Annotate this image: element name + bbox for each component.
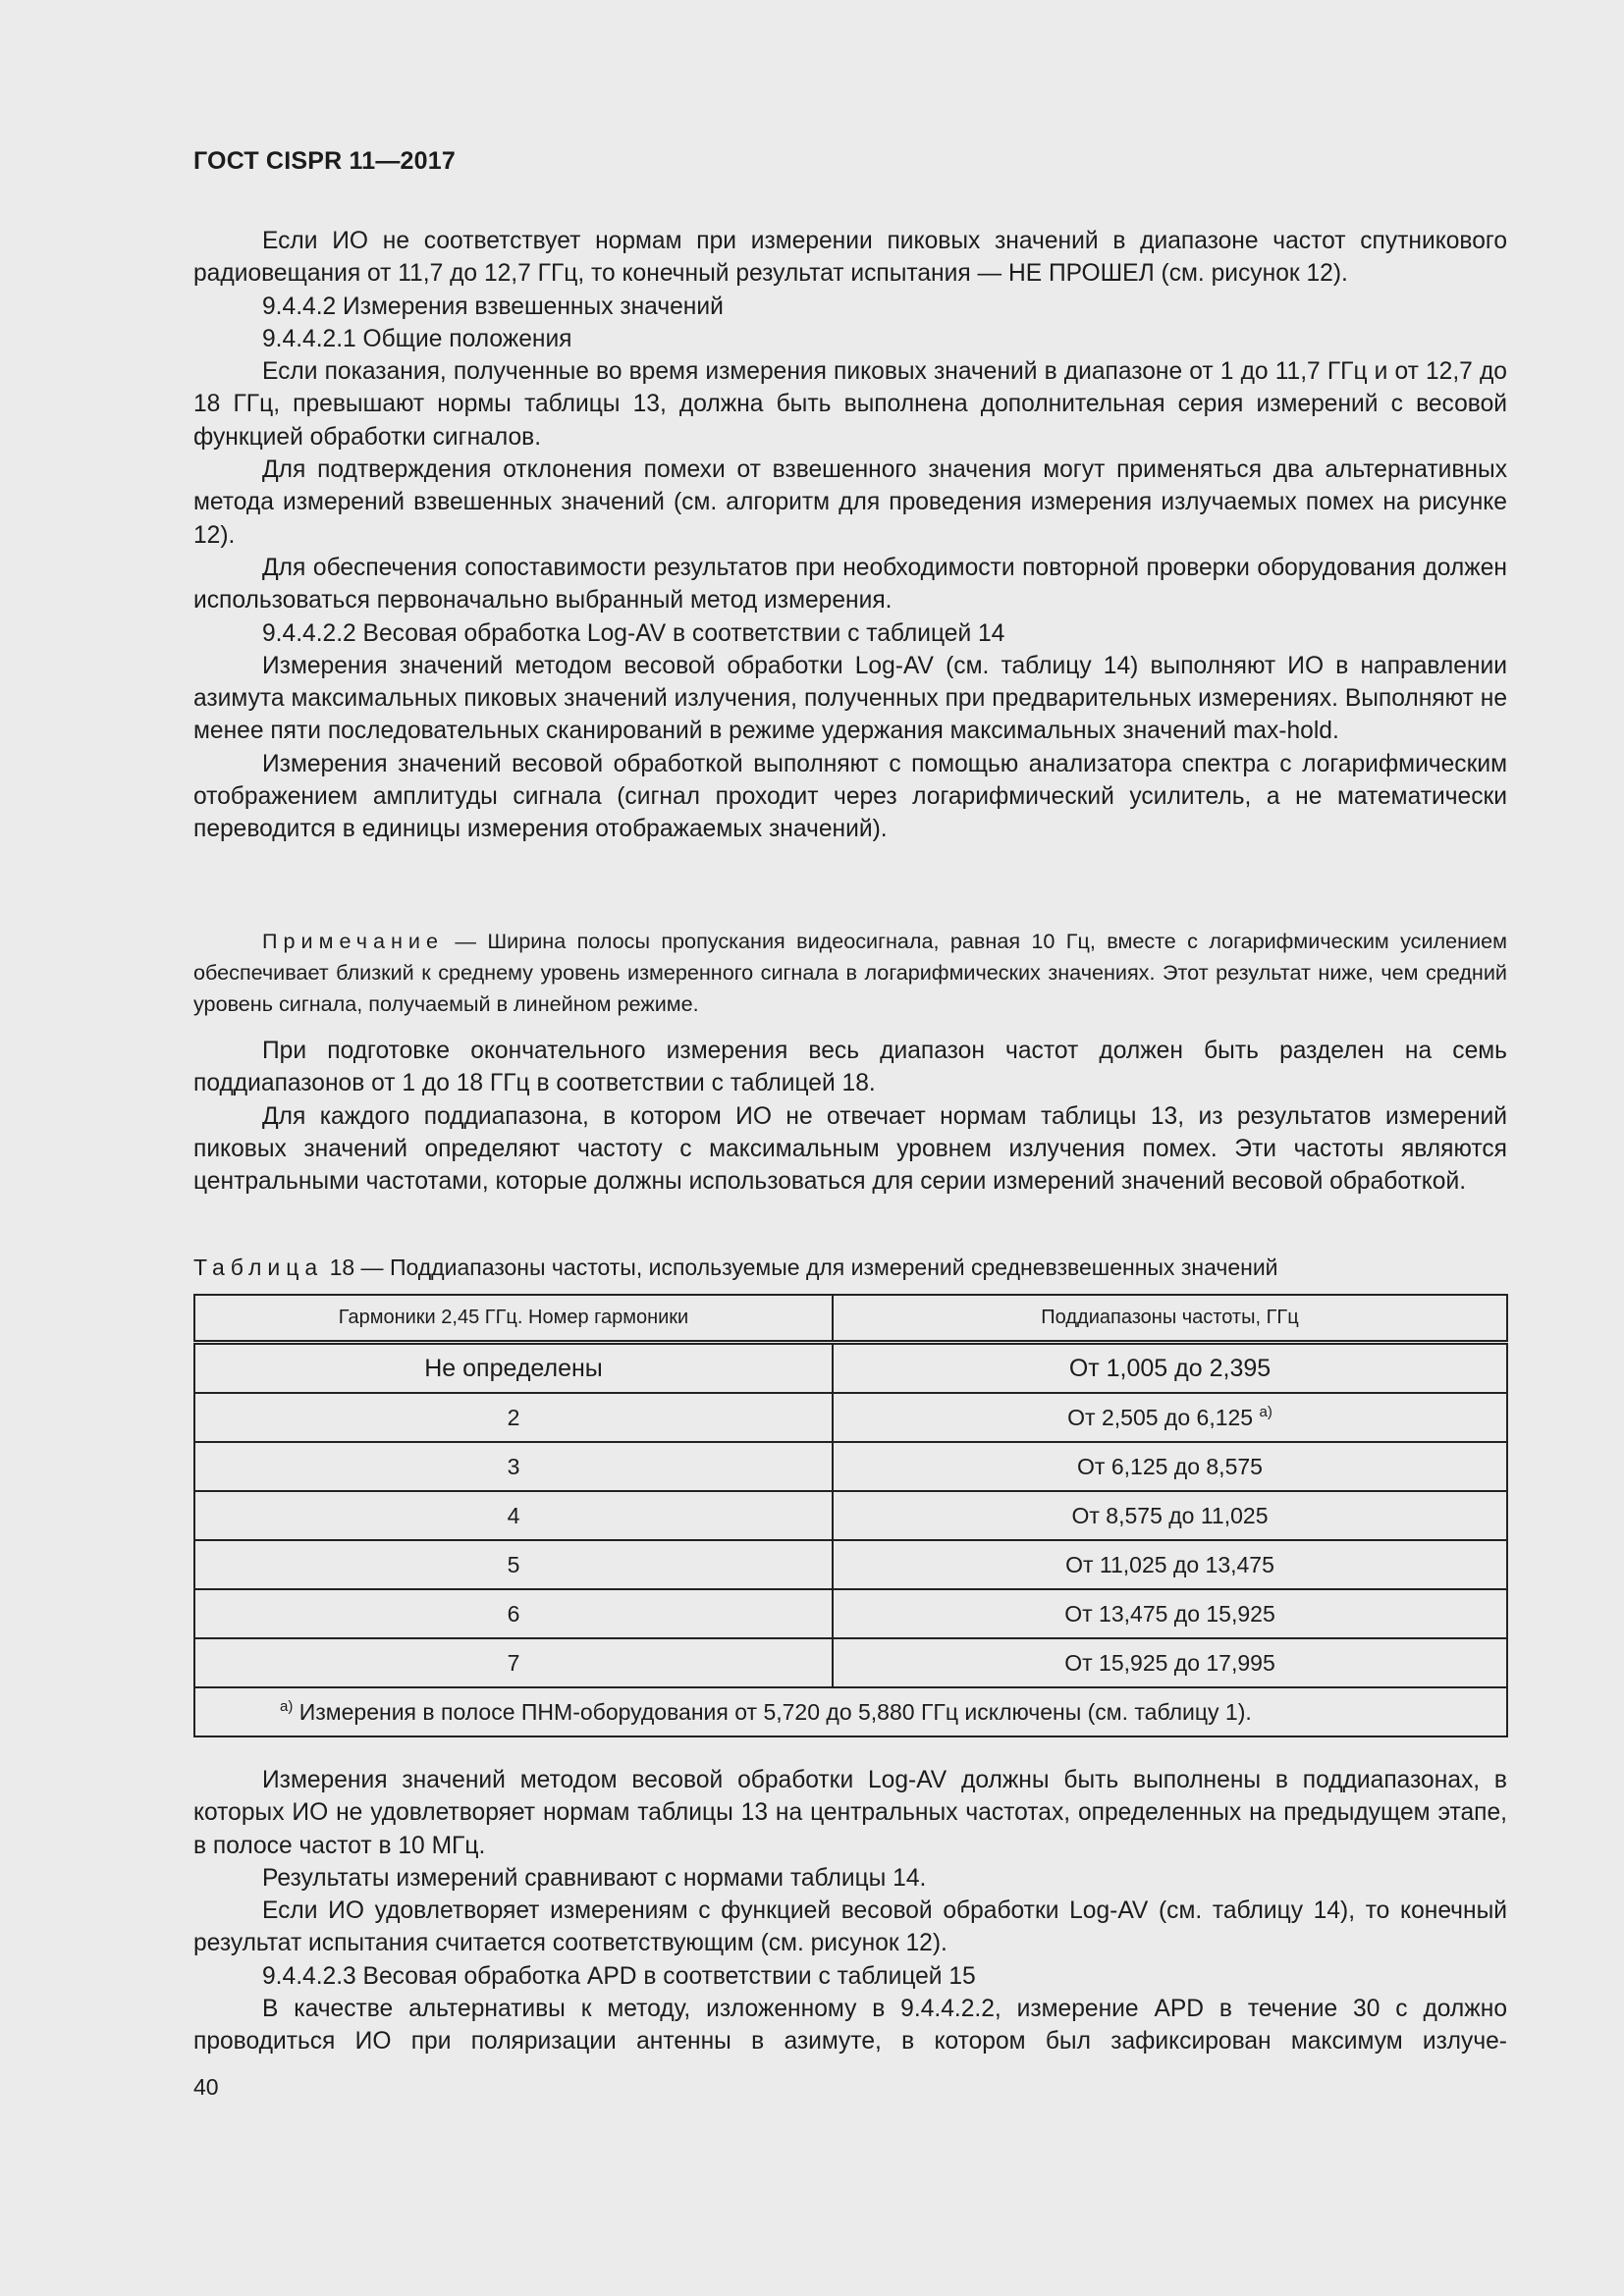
document-header: ГОСТ CISPR 11—2017 — [193, 147, 456, 175]
table-caption — [193, 1252, 1507, 1283]
table-row — [194, 1638, 1507, 1687]
harmonic-cell: 5 — [194, 1540, 833, 1589]
harmonic-cell: 2 — [194, 1393, 833, 1442]
paragraph: Измерения значений весовой обработкой выполняют с помощью анализатора спектра с логарифмическим отображением амплитуды сигнала (сигнал проходит через логарифмический усилитель, а не математически переводится в единицы измерения отображаемых значений). — [193, 750, 1507, 843]
range-cell — [833, 1393, 1507, 1442]
harmonic-cell: 3 — [194, 1442, 833, 1491]
footnote-text: Измерения в полосе ПНМ-оборудования от 5,720 до 5,880 ГГц исключены (см. таблицу 1). — [293, 1698, 1252, 1725]
frequency-subbands-table — [193, 1294, 1508, 1737]
table-caption-label: Таблица — [193, 1255, 324, 1280]
table-footnote-row — [194, 1687, 1507, 1736]
note-block — [193, 926, 1507, 1020]
section-heading: 9.4.4.2.3 Весовая обработка APD в соответствии с таблицей 15 — [262, 1962, 976, 1990]
note-label: Примечание — [262, 929, 444, 953]
footnote-mark: a) — [280, 1697, 294, 1715]
range-cell: От 15,925 до 17,995 — [833, 1638, 1507, 1687]
range-cell: От 11,025 до 13,475 — [833, 1540, 1507, 1589]
table-row — [194, 1589, 1507, 1638]
paragraph: Для каждого поддиапазона, в котором ИО не отвечает нормам таблицы 13, из результатов измерений пиковых значений определяют частоту с максимальным уровнем излучения помех. Эти частоты являются центральными частотами, которые должны использоваться для серии измерений значений весовой обработкой. — [193, 1102, 1507, 1196]
section-heading: 9.4.4.2.2 Весовая обработка Log-AV в соответствии с таблицей 14 — [262, 619, 1005, 647]
table-row — [194, 1442, 1507, 1491]
text-block-bottom — [193, 1764, 1507, 2058]
table-row — [194, 1393, 1507, 1442]
paragraph: В качестве альтернативы к методу, изложенному в 9.4.4.2.2, измерение APD в течение 30 с должно проводиться ИО при поляризации антенны в азимуте, в котором был зафиксирован максимум излуче- — [193, 1996, 1507, 2056]
page-number: 40 — [193, 2074, 219, 2100]
note-paragraph — [193, 926, 1507, 1020]
paragraph: Если ИО удовлетворяет измерениям с функцией весовой обработки Log-AV (см. таблицу 14), то конечный результат испытания считается соответствующим (см. рисунок 12). — [193, 1897, 1507, 1957]
table-header-row — [194, 1295, 1507, 1343]
harmonic-cell: 6 — [194, 1589, 833, 1638]
paragraph: Измерения значений методом весовой обработки Log-AV (см. таблицу 14) выполняют ИО в направлении азимута максимальных пиковых значений излучения, полученных при предварительных измерениях. Выполняют не менее пяти последовательных сканирований в режиме удержания максимальных значений max-hold. — [193, 652, 1507, 745]
paragraph: Для обеспечения сопоставимости результатов при необходимости повторной проверки оборудования должен использоваться первоначально выбранный метод измерения. — [193, 554, 1507, 614]
range-value: От 2,505 до 6,125 — [1067, 1404, 1254, 1430]
text-block-middle — [193, 1035, 1507, 1198]
harmonic-cell: 4 — [194, 1491, 833, 1540]
range-cell: От 8,575 до 11,025 — [833, 1491, 1507, 1540]
paragraph: Для подтверждения отклонения помехи от взвешенного значения могут применяться два альтернативных метода измерений взвешенных значений (см. алгоритм для проведения измерения излучаемых помех на рисунке 12). — [193, 456, 1507, 549]
paragraph: Результаты измерений сравнивают с нормами таблицы 14. — [262, 1864, 927, 1892]
table-row — [194, 1491, 1507, 1540]
range-cell: От 6,125 до 8,575 — [833, 1442, 1507, 1491]
note-text: — Ширина полосы пропускания видеосигнала, равная 10 Гц, вместе с логарифмическим усилением обеспечивает близкий к среднему уровень измеренного сигнала в логарифмических значениях. Этот результат ниже, чем средний уровень сигнала, получаемый в линейном режиме. — [193, 929, 1507, 1016]
section-heading: 9.4.4.2 Измерения взвешенных значений — [262, 293, 724, 320]
harmonic-cell: Не определены — [194, 1343, 833, 1394]
table-row — [194, 1540, 1507, 1589]
range-cell: От 1,005 до 2,395 — [833, 1343, 1507, 1394]
range-cell: От 13,475 до 15,925 — [833, 1589, 1507, 1638]
footnote-reference: a) — [1259, 1403, 1272, 1420]
table-row — [194, 1343, 1507, 1394]
paragraph: При подготовке окончательного измерения весь диапазон частот должен быть разделен на семь поддиапазонов от 1 до 18 ГГц в соответствии с таблицей 18. — [193, 1038, 1507, 1097]
section-heading: 9.4.4.2.1 Общие положения — [262, 325, 572, 352]
paragraph: Если показания, полученные во время измерения пиковых значений в диапазоне от 1 до 11,7 ГГц и от 12,7 до 18 ГГц, превышают нормы таблицы 13, должна быть выполнена дополнительная серия измерений с весовой функцией обработки сигналов. — [193, 358, 1507, 451]
table-footnote — [194, 1687, 1507, 1736]
harmonic-cell: 7 — [194, 1638, 833, 1687]
paragraph: Измерения значений методом весовой обработки Log-AV должны быть выполнены в поддиапазонах, в которых ИО не удовлетворяет нормам таблицы 13 на центральных частотах, определенных на предыдущем этапе, в полосе частот в 10 МГц. — [193, 1767, 1507, 1859]
column-header-subband: Поддиапазоны частоты, ГГц — [833, 1295, 1507, 1343]
column-header-harmonic: Гармоники 2,45 ГГц. Номер гармоники — [194, 1295, 833, 1343]
text-block-top — [193, 225, 1507, 846]
paragraph: Если ИО не соответствует нормам при измерении пиковых значений в диапазоне частот спутникового радиовещания от 11,7 до 12,7 ГГц, то конечный результат испытания — НЕ ПРОШЕЛ (см. рисунок 12). — [193, 228, 1507, 288]
table-caption-text: 18 — Поддиапазоны частоты, используемые для измерений средневзвешенных значений — [323, 1255, 1278, 1280]
